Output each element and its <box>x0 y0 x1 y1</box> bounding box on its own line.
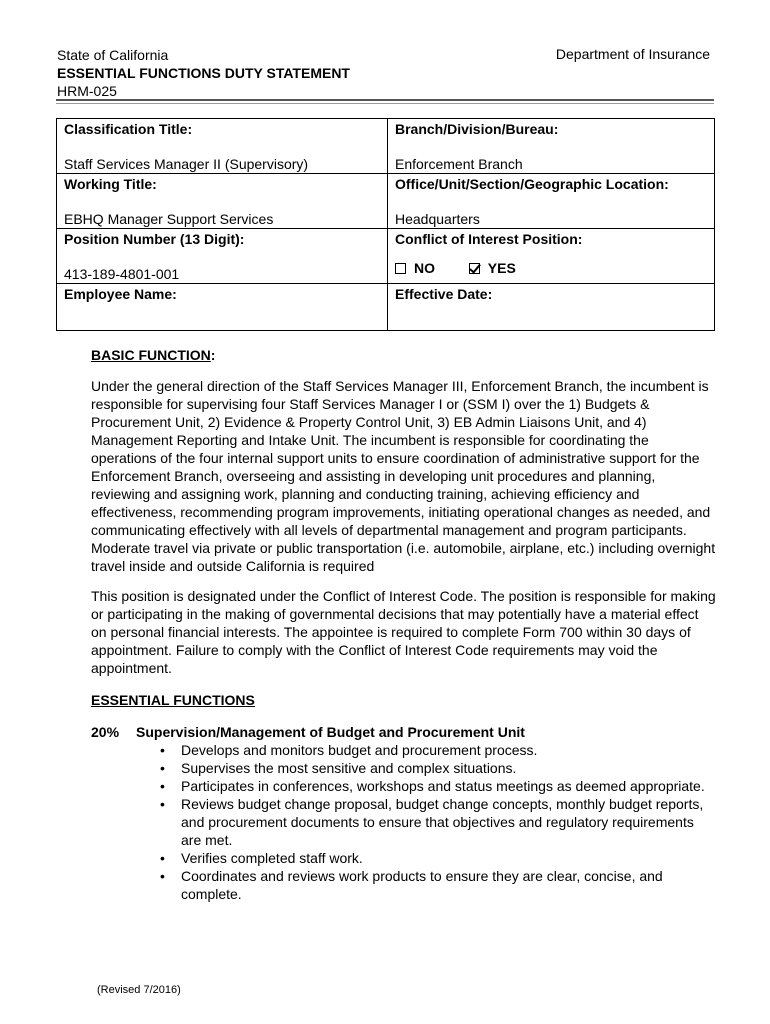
header-block <box>57 46 350 100</box>
office-value: Headquarters <box>395 211 480 227</box>
no-checkbox[interactable] <box>395 263 406 274</box>
employee-name-cell <box>57 284 388 331</box>
employee-name-label: Employee Name: <box>64 286 177 302</box>
conflict-label: Conflict of Interest Position: <box>395 231 583 247</box>
branch-label: Branch/Division/Bureau: <box>395 121 559 137</box>
basic-function-paragraph: Under the general direction of the Staff Services Manager III, Enforcement Branch, the incumbent is responsible for supervising four Staff Services Manager I or (SSM I) over the 1) Budgets & Procurement Unit, 2) Evidence & Property Control Unit, 3) EB Admin Liaisons Unit, and 4) Management Reporting and Intake Unit. The incumbent is responsible for coordinating the operations of the four internal support units to ensure coordination of administrative support for the Enforcement Branch, overseeing and assisting in developing unit procedures and planning, reviewing and assigning work, planning and conducting training, achieving efficiency and effectiveness, recommending program improvements, initiating operational changes as needed, and communicating effectively with all levels of departmental management and program participants. Moderate travel via private or public transportation (i.e. automobile, airplane, etc.) including overnight travel inside and outside California is required <box>91 378 716 574</box>
yes-option-label: YES <box>487 260 516 276</box>
position-number-value: 413-189-4801-001 <box>64 266 180 282</box>
classification-label: Classification Title: <box>64 121 193 137</box>
conflict-of-interest-paragraph: This position is designated under the Conflict of Interest Code. The position is responsible for making or participating in the making of governmental decisions that may potentially have a material effect on personal financial interests. The appointee is required to complete Form 700 within 30 days of appointment. Failure to comply with the Conflict of Interest Code requirements may void the appointment. <box>91 588 716 676</box>
office-cell <box>388 174 715 229</box>
form-number: HRM-025 <box>57 83 117 99</box>
conflict-options <box>395 260 707 277</box>
branch-cell <box>388 119 715 174</box>
classification-cell <box>57 119 388 174</box>
list-item: • Verifies completed staff work. <box>158 849 716 867</box>
yes-checkbox[interactable] <box>469 263 480 274</box>
list-item: • Reviews budget change proposal, budget change concepts, monthly budget reports, and procurement documents to ensure that objectives and regulatory requirements are met. <box>158 795 716 849</box>
conflict-cell <box>388 229 715 284</box>
position-number-label: Position Number (13 Digit): <box>64 231 245 247</box>
effective-date-cell <box>388 284 715 331</box>
function-heading <box>91 723 716 741</box>
function-title: Supervision/Management of Budget and Procurement Unit <box>136 724 525 740</box>
working-title-cell <box>57 174 388 229</box>
department-label: Department of Insurance <box>555 46 710 62</box>
function-bullets <box>158 741 716 903</box>
revision-footer: (Revised 7/2016) <box>97 984 181 996</box>
list-item: • Coordinates and reviews work products to ensure they are clear, concise, and complete. <box>158 867 716 903</box>
working-title-value: EBHQ Manager Support Services <box>64 211 274 227</box>
effective-date-label: Effective Date: <box>395 286 493 302</box>
function-percent: 20% <box>91 724 120 740</box>
essential-functions-title: ESSENTIAL FUNCTIONS <box>91 692 255 708</box>
list-item: • Participates in conferences, workshops and status meetings as deemed appropriate. <box>158 777 716 795</box>
branch-value: Enforcement Branch <box>395 156 523 172</box>
classification-value: Staff Services Manager II (Supervisory) <box>64 156 309 172</box>
position-number-cell <box>57 229 388 284</box>
basic-function-title: BASIC FUNCTION <box>91 347 211 363</box>
list-item: • Supervises the most sensitive and complex situations. <box>158 759 716 777</box>
office-label: Office/Unit/Section/Geographic Location: <box>395 176 669 192</box>
header-divider <box>56 99 714 101</box>
header-divider-thin <box>56 103 714 104</box>
basic-function-colon: : <box>210 347 216 363</box>
no-option-label: NO <box>414 260 435 276</box>
state-label: State of California <box>57 47 169 63</box>
basic-function-heading <box>91 346 716 364</box>
list-item: • Develops and monitors budget and procurement process. <box>158 741 716 759</box>
document-body <box>91 346 716 903</box>
working-title-label: Working Title: <box>64 176 157 192</box>
document-title: ESSENTIAL FUNCTIONS DUTY STATEMENT <box>57 65 350 81</box>
position-info-table <box>56 118 715 331</box>
